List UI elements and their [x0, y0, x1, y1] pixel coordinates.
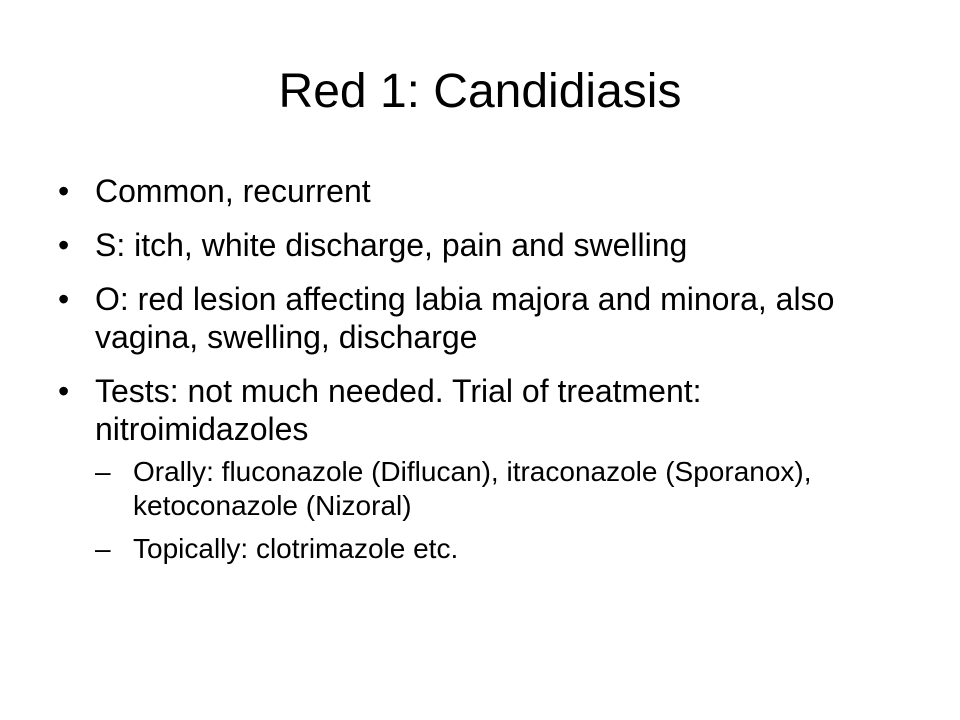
sub-bullet-item-orally	[95, 455, 918, 523]
bullet-text: S: itch, white discharge, pain and swelling	[95, 227, 688, 263]
sub-bullet-text: Orally: fluconazole (Diflucan), itraconazole (Sporanox), ketoconazole (Nizoral)	[133, 456, 812, 521]
slide-title: Red 1: Candidiasis	[278, 65, 682, 118]
bullet-item-common	[58, 172, 918, 210]
bullet-text: Tests: not much needed. Trial of treatment: nitroimidazoles	[95, 373, 702, 447]
sub-bullet-list	[95, 455, 918, 566]
bullet-list	[58, 172, 918, 582]
bullet-marker: •	[58, 173, 70, 209]
bullet-marker: •	[58, 281, 70, 317]
bullet-item-tests	[58, 372, 918, 566]
bullet-item-objective	[58, 280, 918, 356]
sub-bullet-marker: –	[95, 456, 111, 487]
bullet-text: Common, recurrent	[95, 173, 371, 209]
bullet-marker: •	[58, 373, 70, 409]
bullet-marker: •	[58, 227, 70, 263]
bullet-item-subjective	[58, 226, 918, 264]
sub-bullet-text: Topically: clotrimazole etc.	[133, 533, 459, 564]
bullet-text: O: red lesion affecting labia majora and minora, also vagina, swelling, discharge	[95, 281, 835, 355]
sub-bullet-item-topically	[95, 532, 918, 566]
sub-bullet-marker: –	[95, 533, 111, 564]
